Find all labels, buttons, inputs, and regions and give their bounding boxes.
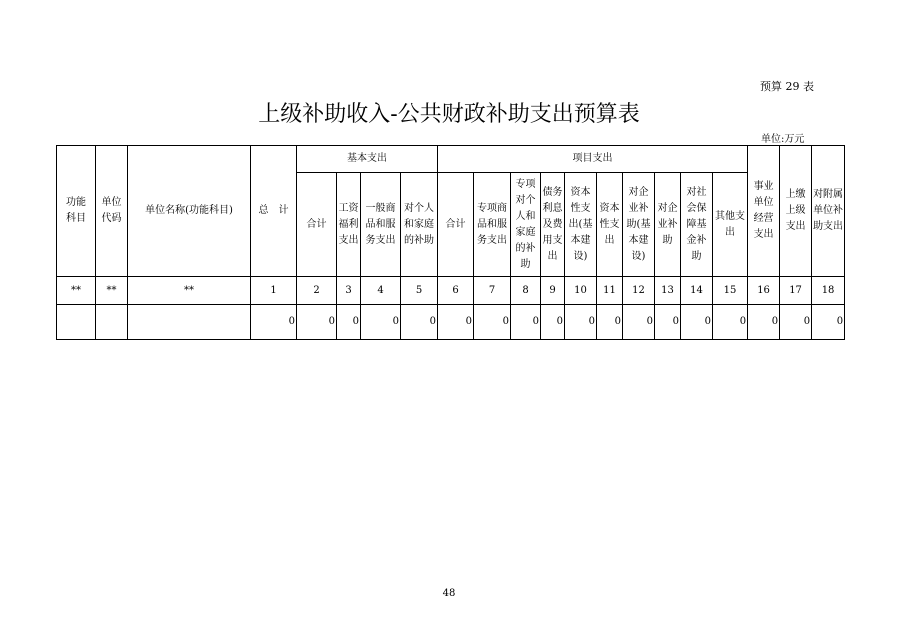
- data-cell: [128, 305, 251, 340]
- code-cell: **: [96, 277, 128, 305]
- data-cell: 0: [565, 305, 597, 340]
- data-cell: 0: [655, 305, 681, 340]
- col-header-basic-goods: 一般商 品和服 务支出: [361, 173, 401, 277]
- code-cell: 4: [361, 277, 401, 305]
- data-cell: 0: [337, 305, 361, 340]
- code-cell: 9: [541, 277, 565, 305]
- form-number: 预算 29 表: [760, 80, 814, 93]
- data-cell: 0: [297, 305, 337, 340]
- col-header-affiliate: 对附属 单位补 助支出: [812, 146, 845, 277]
- data-cell: [96, 305, 128, 340]
- code-cell: 18: [812, 277, 845, 305]
- col-header-project-enterprise: 对企 业补 助: [655, 173, 681, 277]
- col-header-basic-salary: 工资 福利 支出: [337, 173, 361, 277]
- page-number: 48: [442, 588, 456, 599]
- col-header-project-social: 对社 会保 障基 金补 助: [681, 173, 713, 277]
- data-cell: 0: [748, 305, 780, 340]
- group-header-project: 项目支出: [438, 146, 748, 173]
- code-cell: 14: [681, 277, 713, 305]
- data-cell: 0: [623, 305, 655, 340]
- code-cell: 2: [297, 277, 337, 305]
- data-cell: 0: [780, 305, 812, 340]
- group-header-basic: 基本支出: [297, 146, 438, 173]
- code-row: [57, 277, 845, 305]
- col-header-basic-subtotal: 合计: [297, 173, 337, 277]
- col-header-total: 总 计: [251, 146, 297, 277]
- data-cell: 0: [251, 305, 297, 340]
- data-cell: 0: [474, 305, 511, 340]
- data-cell: 0: [438, 305, 474, 340]
- col-header-project-other: 其他支 出: [713, 173, 748, 277]
- data-cell: 0: [541, 305, 565, 340]
- col-header-unit-name: 单位名称(功能科目): [128, 146, 251, 277]
- data-cell: 0: [511, 305, 541, 340]
- col-header-func-code: 功能 科目: [57, 146, 96, 277]
- data-cell: 0: [361, 305, 401, 340]
- col-header-project-debt: 债务 利息 及费 用支 出: [541, 173, 565, 277]
- unit-label: 单位:万元: [761, 134, 805, 145]
- code-cell: 13: [655, 277, 681, 305]
- code-cell: **: [57, 277, 96, 305]
- code-cell: 12: [623, 277, 655, 305]
- col-header-upper-remit: 上缴 上级 支出: [780, 146, 812, 277]
- col-header-project-enterprise-build: 对企 业补 助(基 本建 设): [623, 173, 655, 277]
- col-header-project-subtotal: 合计: [438, 173, 474, 277]
- col-header-project-personal: 专项 对个 人和 家庭 的补 助: [511, 173, 541, 277]
- col-header-biz-unit: 事业 单位 经营 支出: [748, 146, 780, 277]
- code-cell: 5: [401, 277, 438, 305]
- code-cell: **: [128, 277, 251, 305]
- col-header-basic-personal: 对个人 和家庭 的补助: [401, 173, 438, 277]
- col-header-project-capital-build: 资本 性支 出(基 本建 设): [565, 173, 597, 277]
- col-header-project-goods: 专项商 品和服 务支出: [474, 173, 511, 277]
- code-cell: 16: [748, 277, 780, 305]
- page-title: 上级补助收入-公共财政补助支出预算表: [258, 102, 640, 127]
- header-row-1: [57, 146, 845, 173]
- data-cell: 0: [681, 305, 713, 340]
- data-cell: 0: [713, 305, 748, 340]
- budget-table: [56, 145, 845, 340]
- data-cell: 0: [812, 305, 845, 340]
- col-header-project-capital: 资本 性支 出: [597, 173, 623, 277]
- table-row: [57, 305, 845, 340]
- code-cell: 15: [713, 277, 748, 305]
- code-cell: 6: [438, 277, 474, 305]
- code-cell: 10: [565, 277, 597, 305]
- code-cell: 8: [511, 277, 541, 305]
- code-cell: 11: [597, 277, 623, 305]
- code-cell: 17: [780, 277, 812, 305]
- data-cell: 0: [401, 305, 438, 340]
- code-cell: 1: [251, 277, 297, 305]
- data-cell: 0: [597, 305, 623, 340]
- col-header-unit-code: 单位 代码: [96, 146, 128, 277]
- data-cell: [57, 305, 96, 340]
- code-cell: 3: [337, 277, 361, 305]
- code-cell: 7: [474, 277, 511, 305]
